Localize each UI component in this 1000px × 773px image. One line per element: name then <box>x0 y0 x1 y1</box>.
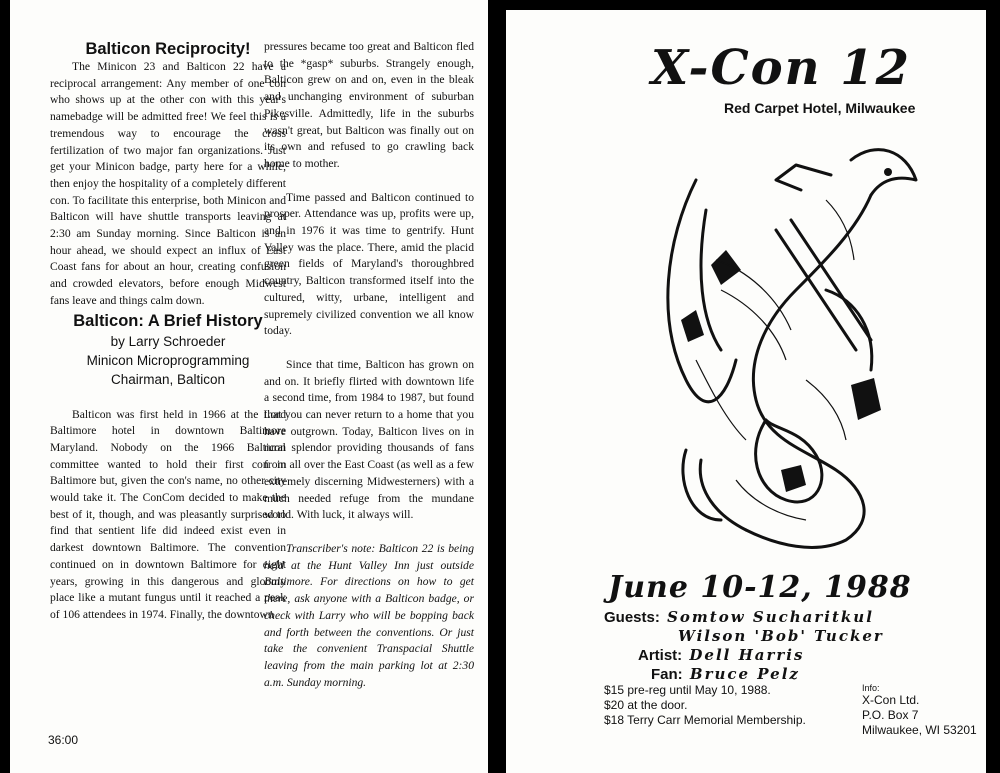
guests-label: Guests: <box>604 609 660 626</box>
fan-guest-name: Bruce Pelz <box>689 665 800 683</box>
guests-line-2 <box>678 627 884 645</box>
heading-reciprocity: Balticon Reciprocity! <box>85 40 251 58</box>
page-number: 36:00 <box>48 733 79 747</box>
guests-line-1 <box>604 608 874 626</box>
event-dates: June 10-12, 1988 <box>608 570 912 605</box>
prices <box>604 683 806 728</box>
address-line-3: Milwaukee, WI 53201 <box>862 723 977 737</box>
byline-title: Minicon Microprogramming <box>86 352 250 368</box>
guest-name-1: Somtow Sucharitkul <box>667 608 874 626</box>
fan-line <box>651 665 800 683</box>
heading-history: Balticon: A Brief History <box>73 311 263 330</box>
fan-label: Fan: <box>651 666 683 683</box>
address-line-1: X-Con Ltd. <box>862 693 920 707</box>
guest-name-2: Wilson 'Bob' Tucker <box>678 627 884 645</box>
paragraph-history-1: Balticon was first held in 1966 at the Lord Baltimore hotel in downtown Baltimore Maryland. Nobody on the 1966 Balticon committee wanted to hold their first con in Baltimore but, given the con's name, no other city would take it. The ConCom decided to make the best of it, though, and was pleasantly surprised to find that sentient life did indeed exist even in darkest downtown Baltimore. The convention continued on in downtown Baltimore for eight years, growing in this dangerous and gloomy place like a mutant fungus until it reached a peak of 106 attendees in 1974. Finally, the downtown <box>50 407 286 621</box>
left-column <box>50 39 286 624</box>
byline-role: Chairman, Balticon <box>110 371 226 387</box>
byline-author: by Larry Schroeder <box>110 333 226 349</box>
byline <box>50 332 286 389</box>
price-memorial-membership: $18 Terry Carr Memorial Membership. <box>604 713 806 727</box>
hotel-name: Red Carpet Hotel, Milwaukee <box>724 100 916 116</box>
paragraph-history-4: Since that time, Balticon has grown on and on. It briefly flirted with downtown life a second time, from 1984 to 1987, but found that you can never return to a home that you have outgrown. Today, Balticon lives on in rural splendor providing thousands of fans from all over the East Coast (as well as a few extremely discerning Midwesterners) with a much needed refuge from the mundane world. With luck, it always will. <box>264 357 474 522</box>
contact-address <box>862 683 977 738</box>
artist-name: Dell Harris <box>689 646 805 664</box>
flyer-title: X-Con 12 <box>651 40 912 96</box>
paragraph-history-3: Time passed and Balticon continued to prosper. Attendance was up, profits were up, and in 1976 it was time to gentrify. Hunt Valley was the place. There, amid the placid green fields of Maryland's thoroughbred country, Balticon transformed itself into the cultured, witty, urbane, intelligent and supremely civilized convention we all know today. <box>264 190 474 338</box>
artist-label: Artist: <box>638 647 683 664</box>
left-page <box>10 0 488 773</box>
info-label: Info: <box>862 683 880 693</box>
price-preregistration: $15 pre-reg until May 10, 1988. <box>604 683 771 697</box>
paragraph-reciprocity: The Minicon 23 and Balticon 22 have a reciprocal arrangement: Any member of one con who shows up at the other con with this year's namebadge will be admitted free! We feel this is a tremendous way to encourage the cross fertilization of two major fan organizations. Just get your Minicon badge, party here for a while, then enjoy the hospitality of a completely different con. To facilitate this enterprise, both Minicon and Balticon will have shuttle transports leaving at 2:30 am Sunday morning. Since Balticon is an hour ahead, we should expect an influx of East Coast fans for about an hour, creating confusion and crowded elevators, before enough Midwest fans leave and things calm down. <box>50 60 286 307</box>
right-column <box>264 39 474 691</box>
dragon-illustration <box>626 120 926 560</box>
right-page <box>506 10 986 773</box>
paragraph-history-2: pressures became too great and Balticon fled to the *gasp* suburbs. Strangely enough, Balticon grew on and on, even in the bleak and unchanging environment of suburban Pikesville. Admittedly, life in the suburbs wasn't great, but Balticon was finally out on its own and refused to go crawling back home to mother. <box>264 40 474 170</box>
artist-line <box>638 646 804 664</box>
transcriber-note: Transcriber's note: Balticon 22 is being held at the Hunt Valley Inn just outside Baltimore. For directions on how to get there, ask anyone with a Balticon badge, or check with Larry who will be bopping back and forth between the conventions. Or just take the convenient Transpacial Shuttle leaving from the main parking lot at 2:30 a.m. Sunday morning. <box>264 541 474 689</box>
address-line-2: P.O. Box 7 <box>862 708 919 722</box>
price-at-door: $20 at the door. <box>604 698 688 712</box>
